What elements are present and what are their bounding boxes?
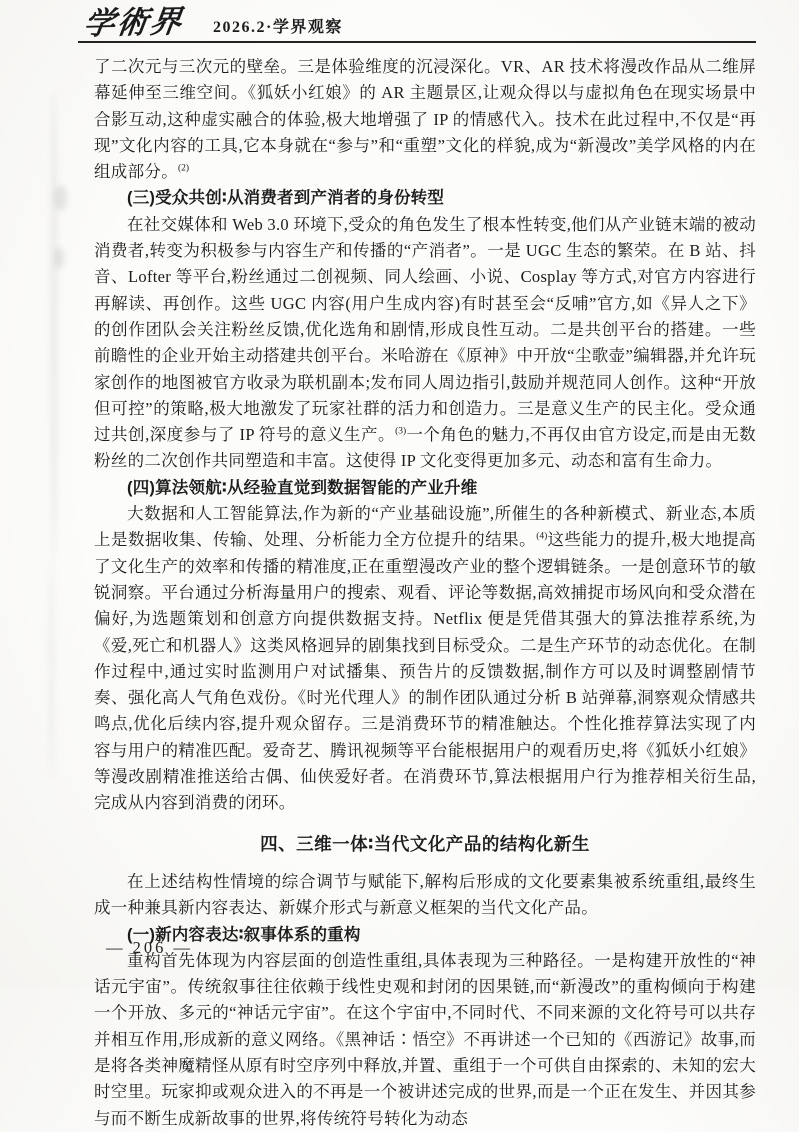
sub-heading: (一)新内容表达∶叙事体系的重构 (127, 925, 361, 944)
scan-smudge (55, 185, 67, 211)
citation-superscript: (3) (395, 426, 407, 437)
journal-logo: 学術界 (81, 3, 186, 42)
article-body (94, 54, 756, 1132)
scan-smudge (50, 90, 58, 560)
paragraph: 在社交媒体和 Web 3.0 环境下,受众的角色发生了根本性转变,他们从产业链末端的被动消费者,转变为积极参与内容生产和传播的“产消者”。一是 UGC 生态的繁荣。在 B 站、抖音、Lofter 等平台,粉丝通过二创视频、同人绘画、小说、Cosplay 等方式,对官方内容进行再解读、再创作。这些 UGC 内容(用户生成内容)有时甚至会“反哺”官方,如《异人之下》的创作团队会关注粉丝反馈,优化选角和剧情,形成良性互动。二是共创平台的搭建。一些前瞻性的企业开始主动搭建共创平台。米哈游在《原神》中开放“尘歌壶”编辑器,并允许玩家创作的地图被官方收录为联机副本;发布同人周边指引,鼓励并规范同人创作。这种“开放但可控”的策略,极大地激发了玩家社群的活力和创造力。三是意义生产的民主化。受众通过共创,深度参与了 IP 符号的意义生产。$^{(3)}$一个角色的魅力,不再仅由官方设定,而是由无数粉丝的二次创作共同塑造和丰富。这使得 IP 文化变得更加多元、动态和富有生命力。 (94, 214, 756, 471)
paragraph: 重构首先体现为内容层面的创造性重组,具体表现为三种路径。一是构建开放性的“神话元宇宙”。传统叙事往往依赖于线性史观和封闭的因果链,而“新漫改”的重构倾向于构建一个开放、多元的“神话元宇宙”。在这个宇宙中,不同时代、不同来源的文化符号可以共存并相互作用,形成新的意义网络。《黑神话∶悟空》不再讲述一个已知的《西游记》故事,而是将各类神魔精怪从原有时空序列中释放,并置、重组于一个可供自由探索的、未知的宏大时空里。玩家抑或观众进入的不再是一个被讲述完成的世界,而是一个正在发生、并因其参与而不断生成新故事的世界,将传统符号转化为动态 (94, 950, 756, 1128)
section-title: 四、三维一体∶当代文化产品的结构化新生 (260, 833, 590, 854)
page-number: — 206 — (106, 938, 193, 957)
page-header (78, 3, 756, 43)
paragraph: 大数据和人工智能算法,作为新的“产业基础设施”,所催生的各种新模式、新业态,本质上是数据收集、传输、处理、分析能力全方位提升的结果。$^{(4)}$这些能力的提升,极大地提高了文化生产的效率和传播的精准度,正在重塑漫改产业的整个逻辑链条。一是创意环节的敏锐洞察。平台通过分析海量用户的搜索、观看、评论等数据,高效捕捉市场风向和受众潜在偏好,为选题策划和创意方向提供数据支持。Netflix 便是凭借其强大的算法推荐系统,为《爱,死亡和机器人》这类风格迥异的剧集找到目标受众。二是生产环节的动态优化。在制作过程中,通过实时监测用户对试播集、预告片的反馈数据,制作方可以及时调整剧情节奏、强化高人气角色戏份。《时光代理人》的制作团队通过分析 B 站弹幕,洞察观众情感共鸣点,优化后续内容,提升观众留存。三是消费环节的精准触达。个性化推荐算法实现了内容与用户的精准匹配。爱奇艺、腾讯视频等平台能根据用户的观看历史,将《狐妖小红娘》等漫改剧精准推送给古偶、仙侠爱好者。在消费环节,算法根据用户行为推荐相关衍生品,完成从内容到消费的闭环。 (94, 504, 756, 813)
citation-superscript: (2) (178, 163, 190, 174)
citation-superscript: (4) (536, 531, 548, 542)
paragraph: 在上述结构性情境的综合调节与赋能下,解构后形成的文化要素集被系统重组,最终生成一种兼具新内容表达、新媒介形式与新意义框架的当代文化产品。 (94, 871, 756, 918)
paragraph: 了二次元与三次元的壁垒。三是体验维度的沉浸深化。VR、AR 技术将漫改作品从二维屏幕延伸至三维空间。《狐妖小红娘》的 AR 主题景区,让观众得以与虚拟角色在现实场景中合影互动,这种虚实融合的体验,极大地增强了 IP 的情感代入。技术在此过程中,不仅是“再现”文化内容的工具,它本身就在“参与”和“重塑”文化的样貌,成为“新漫改”美学风格的内在组成部分。$^{(2)}$ (94, 57, 756, 182)
issue-info: 2026.2·学界观察 (213, 19, 343, 36)
sub-heading: (三)受众共创∶从消费者到产消者的身份转型 (127, 189, 445, 208)
scan-smudge (54, 247, 65, 269)
sub-heading: (四)算法领航∶从经验直觉到数据智能的产业升维 (127, 478, 478, 497)
scan-smudge (48, 560, 55, 780)
